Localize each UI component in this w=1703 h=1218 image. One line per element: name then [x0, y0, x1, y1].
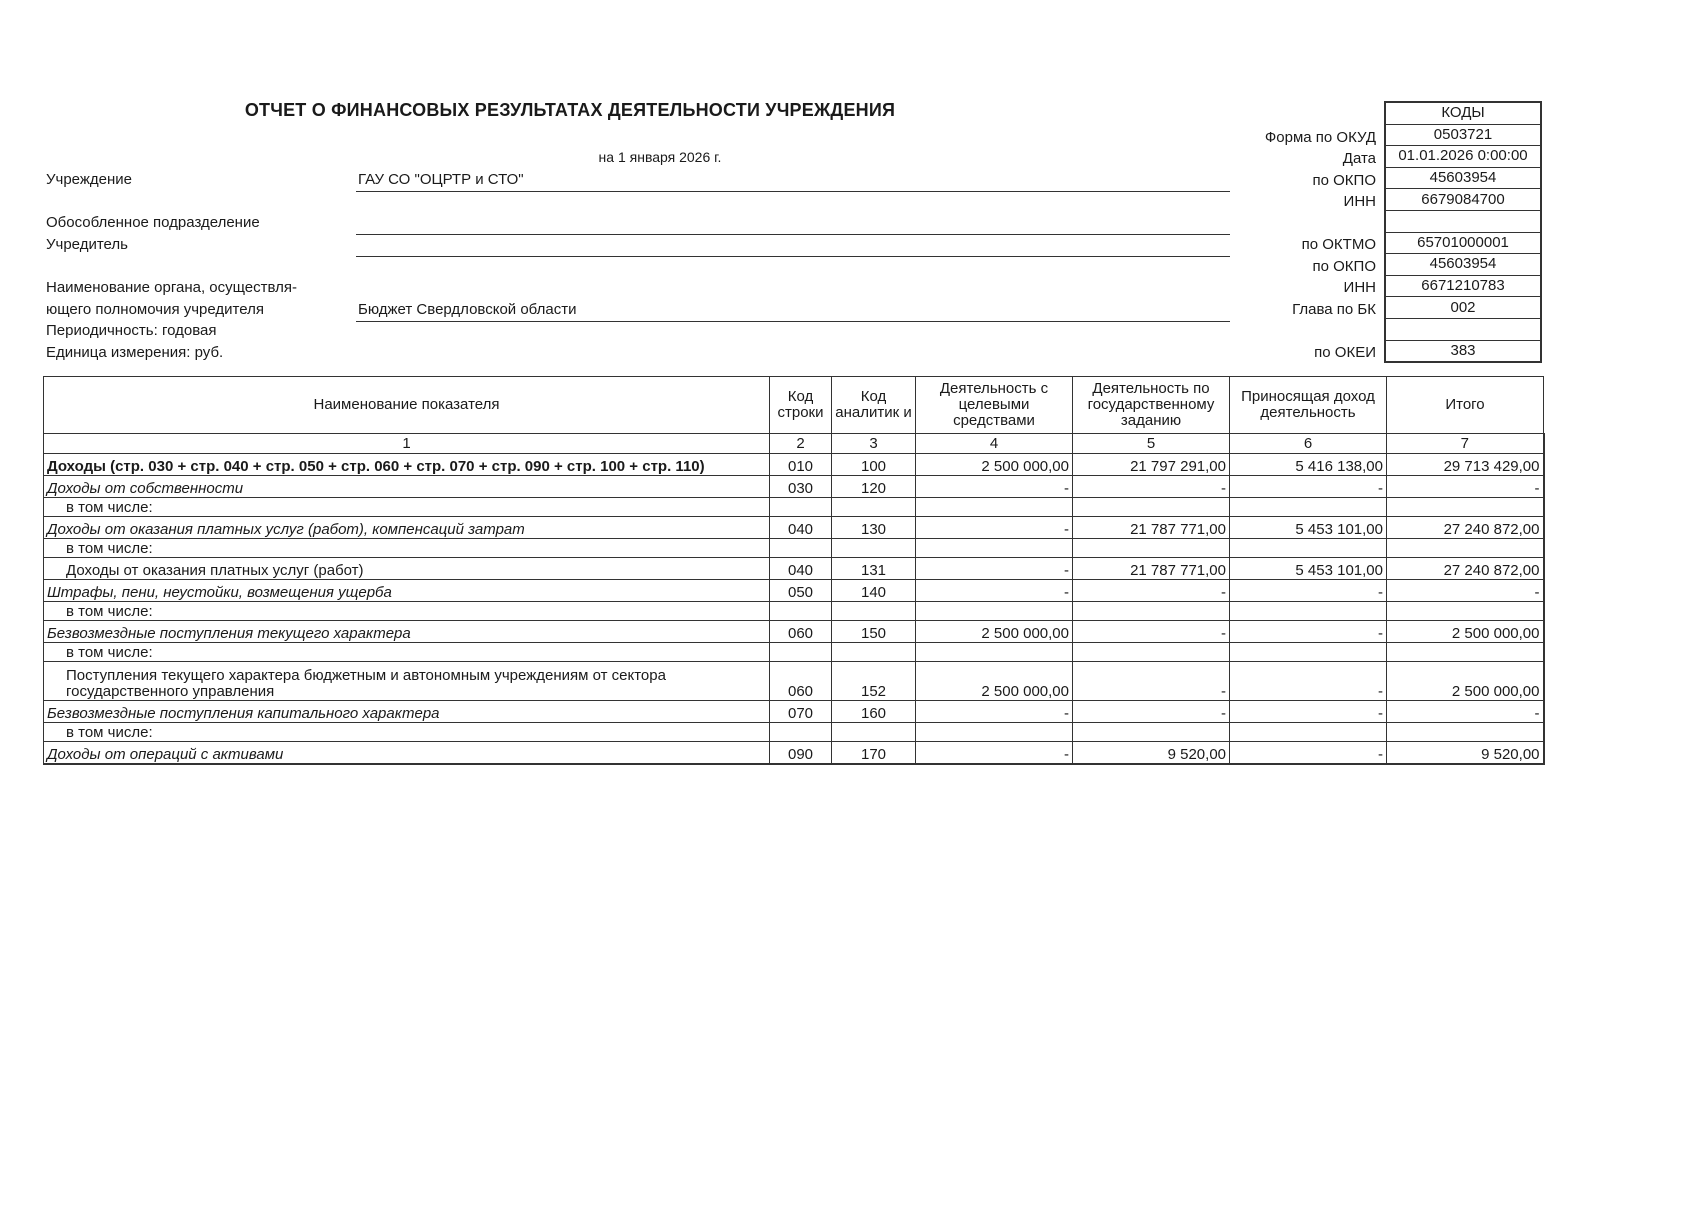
row-target: -	[916, 476, 1073, 498]
row-income: -	[1230, 662, 1387, 701]
codes-box	[1384, 101, 1542, 363]
row-analytic: 152	[832, 662, 916, 701]
table-subrow	[44, 498, 1544, 517]
code-value-date: 01.01.2026 0:00:00	[1385, 146, 1541, 168]
code-label-okpo-2: по ОКПО	[1312, 258, 1376, 275]
separate-division-label: Обособленное подразделение	[46, 214, 260, 231]
row-income: -	[1230, 742, 1387, 765]
row-total: 9 520,00	[1387, 742, 1544, 765]
code-label-okei: по ОКЕИ	[1314, 344, 1376, 361]
code-label-inn-2: ИНН	[1343, 279, 1376, 296]
authority-value: Бюджет Свердловской области	[358, 301, 577, 318]
row-state: 9 520,00	[1073, 742, 1230, 765]
table-subrow	[44, 602, 1544, 621]
institution-label: Учреждение	[46, 171, 132, 188]
authority-label-line1: Наименование органа, осуществля-	[46, 279, 298, 296]
header-state: Деятельность по государственному заданию	[1073, 377, 1230, 434]
header-target: Деятельность с целевыми средствами	[916, 377, 1073, 434]
empty-cell	[1387, 539, 1544, 558]
empty-cell	[1230, 498, 1387, 517]
row-code: 060	[770, 621, 832, 643]
empty-cell	[1230, 643, 1387, 662]
table-row	[44, 621, 1544, 643]
row-subheading: в том числе:	[44, 643, 770, 662]
code-label-okpo: по ОКПО	[1312, 172, 1376, 189]
row-name: Доходы от оказания платных услуг (работ), компенсаций затрат	[44, 517, 770, 539]
row-analytic: 170	[832, 742, 916, 765]
row-subheading: в том числе:	[44, 539, 770, 558]
empty-cell	[1230, 539, 1387, 558]
periodicity-label: Периодичность: годовая	[46, 322, 217, 339]
code-value-inn: 6679084700	[1385, 189, 1541, 211]
row-target: -	[916, 558, 1073, 580]
row-total: 27 240 872,00	[1387, 558, 1544, 580]
empty-cell	[1387, 498, 1544, 517]
table-row	[44, 558, 1544, 580]
empty-cell	[916, 498, 1073, 517]
header-total: Итого	[1387, 377, 1544, 434]
empty-cell	[770, 498, 832, 517]
code-value-oktmo: 65701000001	[1385, 232, 1541, 254]
header-income: Приносящая доход деятельность	[1230, 377, 1387, 434]
codes-header: КОДЫ	[1385, 102, 1541, 124]
empty-cell	[770, 539, 832, 558]
row-code: 030	[770, 476, 832, 498]
code-value-bk: 002	[1385, 297, 1541, 319]
row-code: 090	[770, 742, 832, 765]
row-target: -	[916, 701, 1073, 723]
row-target: 2 500 000,00	[916, 454, 1073, 476]
row-name: Доходы от оказания платных услуг (работ)	[44, 558, 770, 580]
row-code: 040	[770, 517, 832, 539]
table-subrow	[44, 723, 1544, 742]
row-name: Доходы от операций с активами	[44, 742, 770, 765]
column-number: 3	[832, 434, 916, 454]
table-row	[44, 701, 1544, 723]
authority-label-line2: ющего полномочия учредителя	[46, 301, 264, 318]
row-target: 2 500 000,00	[916, 662, 1073, 701]
row-subheading: в том числе:	[44, 498, 770, 517]
institution-value: ГАУ СО "ОЦРТР и СТО"	[358, 171, 524, 188]
table-row	[44, 517, 1544, 539]
row-code: 040	[770, 558, 832, 580]
report-subtitle: на 1 января 2026 г.	[598, 149, 722, 165]
table-row	[44, 580, 1544, 602]
row-name: Безвозмездные поступления капитального характера	[44, 701, 770, 723]
row-analytic: 140	[832, 580, 916, 602]
empty-cell	[1387, 723, 1544, 742]
empty-cell	[832, 643, 916, 662]
table-row	[44, 476, 1544, 498]
report-title: ОТЧЕТ О ФИНАНСОВЫХ РЕЗУЛЬТАТАХ ДЕЯТЕЛЬНОСТИ УЧРЕЖДЕНИЯ	[244, 100, 896, 120]
column-number: 1	[44, 434, 770, 454]
table-subrow	[44, 643, 1544, 662]
row-target: -	[916, 742, 1073, 765]
empty-cell	[832, 723, 916, 742]
row-analytic: 120	[832, 476, 916, 498]
founder-label: Учредитель	[46, 236, 128, 253]
row-state: -	[1073, 476, 1230, 498]
column-number: 4	[916, 434, 1073, 454]
row-code: 060	[770, 662, 832, 701]
code-label-date: Дата	[1342, 150, 1376, 167]
row-analytic: 150	[832, 621, 916, 643]
row-total: -	[1387, 580, 1544, 602]
empty-cell	[1230, 723, 1387, 742]
row-income: -	[1230, 701, 1387, 723]
empty-cell	[1073, 602, 1230, 621]
row-income: 5 453 101,00	[1230, 517, 1387, 539]
empty-cell	[1230, 602, 1387, 621]
row-target: -	[916, 580, 1073, 602]
code-value-inn-2: 6671210783	[1385, 275, 1541, 297]
row-code: 070	[770, 701, 832, 723]
table-row	[44, 662, 1544, 701]
financial-results-table	[43, 376, 1545, 765]
code-value-empty-2	[1385, 318, 1541, 340]
empty-cell	[916, 539, 1073, 558]
table-header-row	[44, 377, 1544, 434]
row-state: -	[1073, 621, 1230, 643]
empty-cell	[832, 539, 916, 558]
empty-cell	[1073, 723, 1230, 742]
row-income: 5 416 138,00	[1230, 454, 1387, 476]
row-name: Штрафы, пени, неустойки, возмещения ущерба	[44, 580, 770, 602]
row-name: Доходы от собственности	[44, 476, 770, 498]
row-income: -	[1230, 476, 1387, 498]
founder-underline	[356, 256, 1230, 257]
separate-division-underline	[356, 234, 1230, 235]
column-number: 2	[770, 434, 832, 454]
row-state: 21 787 771,00	[1073, 558, 1230, 580]
code-value-okpo-2: 45603954	[1385, 254, 1541, 276]
row-income: -	[1230, 621, 1387, 643]
empty-cell	[916, 602, 1073, 621]
row-state: -	[1073, 662, 1230, 701]
row-name: Доходы (стр. 030 + стр. 040 + стр. 050 + стр. 060 + стр. 070 + стр. 090 + стр. 100 + стр. 110)	[44, 454, 770, 476]
row-income: -	[1230, 580, 1387, 602]
row-state: -	[1073, 580, 1230, 602]
row-total: 2 500 000,00	[1387, 662, 1544, 701]
column-number: 5	[1073, 434, 1230, 454]
row-name: Безвозмездные поступления текущего характера	[44, 621, 770, 643]
row-target: -	[916, 517, 1073, 539]
header-code: Код строки	[770, 377, 832, 434]
row-total: -	[1387, 701, 1544, 723]
row-analytic: 131	[832, 558, 916, 580]
row-state: 21 787 771,00	[1073, 517, 1230, 539]
code-value-empty	[1385, 210, 1541, 232]
row-total: -	[1387, 476, 1544, 498]
row-subheading: в том числе:	[44, 723, 770, 742]
row-name: Поступления текущего характера бюджетным и автономным учреждениям от сектора государственного управления	[44, 662, 770, 701]
code-label-oktmo: по ОКТМО	[1301, 236, 1376, 253]
header-name: Наименование показателя	[44, 377, 770, 434]
empty-cell	[832, 602, 916, 621]
empty-cell	[916, 723, 1073, 742]
table-subrow	[44, 539, 1544, 558]
row-subheading: в том числе:	[44, 602, 770, 621]
code-label-bk: Глава по БК	[1292, 301, 1376, 318]
code-value-okud: 0503721	[1385, 124, 1541, 146]
empty-cell	[916, 643, 1073, 662]
row-state: 21 797 291,00	[1073, 454, 1230, 476]
row-analytic: 160	[832, 701, 916, 723]
empty-cell	[1387, 602, 1544, 621]
empty-cell	[770, 643, 832, 662]
row-total: 2 500 000,00	[1387, 621, 1544, 643]
code-value-okpo: 45603954	[1385, 167, 1541, 189]
table-row	[44, 742, 1544, 765]
empty-cell	[1073, 643, 1230, 662]
empty-cell	[832, 498, 916, 517]
column-numbers-row	[44, 434, 1544, 454]
header-analytic: Код аналитик и	[832, 377, 916, 434]
row-state: -	[1073, 701, 1230, 723]
empty-cell	[1387, 643, 1544, 662]
empty-cell	[770, 602, 832, 621]
authority-underline	[356, 321, 1230, 322]
row-target: 2 500 000,00	[916, 621, 1073, 643]
empty-cell	[770, 723, 832, 742]
column-number: 6	[1230, 434, 1387, 454]
code-label-okud: Форма по ОКУД	[1264, 129, 1376, 146]
row-code: 010	[770, 454, 832, 476]
unit-label: Единица измерения: руб.	[46, 344, 224, 361]
row-total: 27 240 872,00	[1387, 517, 1544, 539]
row-code: 050	[770, 580, 832, 602]
empty-cell	[1073, 539, 1230, 558]
row-income: 5 453 101,00	[1230, 558, 1387, 580]
row-total: 29 713 429,00	[1387, 454, 1544, 476]
empty-cell	[1073, 498, 1230, 517]
institution-underline	[356, 191, 1230, 192]
column-number: 7	[1387, 434, 1544, 454]
row-analytic: 100	[832, 454, 916, 476]
code-label-inn: ИНН	[1343, 193, 1376, 210]
row-analytic: 130	[832, 517, 916, 539]
code-value-okei: 383	[1385, 340, 1541, 362]
table-row	[44, 454, 1544, 476]
